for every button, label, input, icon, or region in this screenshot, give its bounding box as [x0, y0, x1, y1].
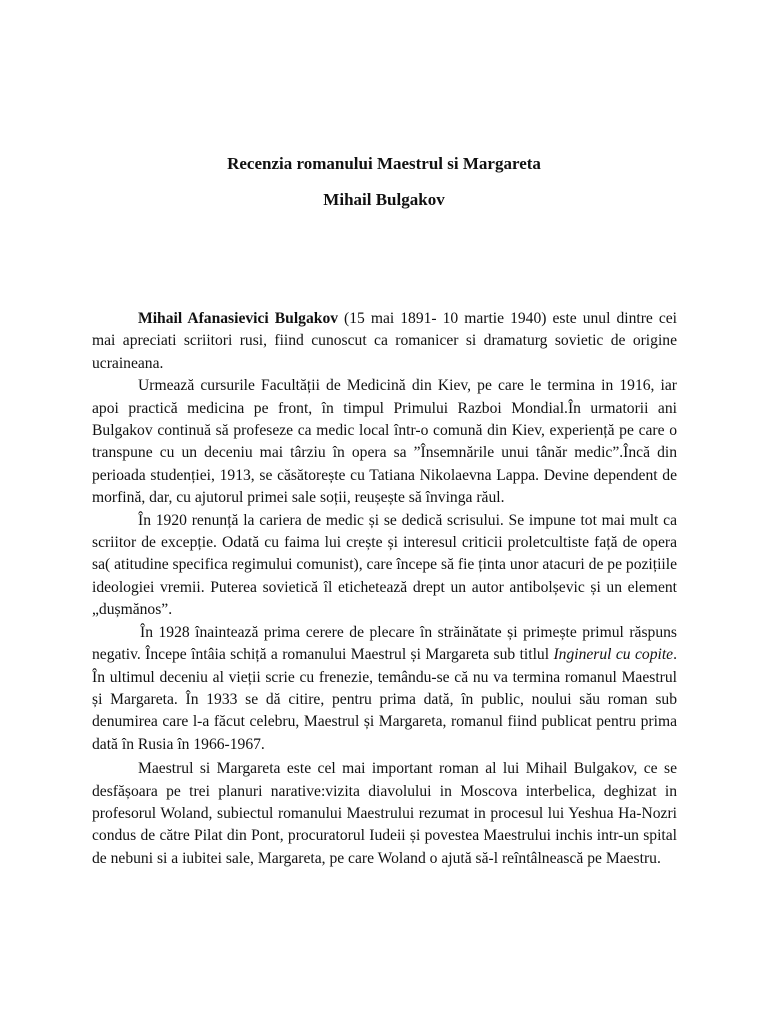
working-title: Inginerul cu copite: [553, 646, 674, 664]
document-body: [92, 308, 677, 870]
author-full-name: Mihail Afanasievici Bulgakov: [138, 310, 339, 327]
paragraph-2: Urmează cursurile Facultății de Medicină din Kiev, pe care le termina in 1916, iar apoi practică medicina pe front, în timpul Primului Razboi Mondial.În urmatorii ani Bulgakov continuă să profeseze ca medic local într-o comună din Kiev, experiență pe care o transpune cu un deceniu mai târziu în opera sa ”Însemnările unui tânăr medic”.Încă din perioada studenției, 1913, se căsătorește cu Tatiana Nikolaevna Lappa. Devine dependent de morfină, dar, cu ajutorul primei sale soții, reușește să învinga răul.: [92, 377, 677, 507]
paragraph-4-text-after: . În ultimul deceniu al vieții scrie cu frenezie, temându-se că nu va termina romanul Maestrul și Margareta. În 1933 se dă citire, pentru prima dată, în public, noului său roman sub denumirea care l-a făcut celebru, Maestrul și Margareta, romanul fiind publicat pentru prima dată în Rusia în 1966-1967.: [92, 646, 678, 753]
paragraph-3: În 1920 renunță la cariera de medic și se dedică scrisului. Se impune tot mai mult ca scriitor de excepție. Odată cu faima lui crește și interesul criticii proletcultiste față de opera sa( atitudine specifica regimului comunist), care începe să fie ținta unor atacuri de pe pozițiile ideologiei vremii. Puterea sovietică îl etichetează drept un autor antibolșevic și un element „dușmănos”.: [92, 511, 677, 619]
paragraph-1: [92, 308, 677, 375]
paragraph-4-text-before: În 1928 înaintează prima cerere de plecare în străinătate și primește primul răspuns negativ. Începe întâia schiță a romanului Maestrul și Margareta sub titlul: [92, 623, 677, 664]
document-title: Recenzia romanului Maestrul si Margareta: [227, 154, 541, 173]
paragraph-1-text: (15 mai 1891- 10 martie 1940) este unul dintre cei mai apreciati scriitori rusi, fiind cunoscut ca romanicer si dramaturg sovietic de origine ucraineana.: [92, 310, 678, 372]
document-author: Mihail Bulgakov: [323, 190, 445, 209]
paragraph-5: Maestrul si Margareta este cel mai important roman al lui Mihail Bulgakov, ce se desfășoara pe trei planuri narative:vizita diavolului in Moscova interbelica, deghizat in profesorul Woland, subiectul romanului Maestrului rezumat in procesul lui Yeshua Ha-Nozri condus de către Pilat din Pont, procuratorul Iudeii și povestea Maestrului inchis intr-un spital de nebuni si a iubitei sale, Margareta, pe care Woland o ajută să-l reîntâlnească pe Maestru.: [92, 760, 677, 867]
paragraph-4: [92, 622, 677, 756]
